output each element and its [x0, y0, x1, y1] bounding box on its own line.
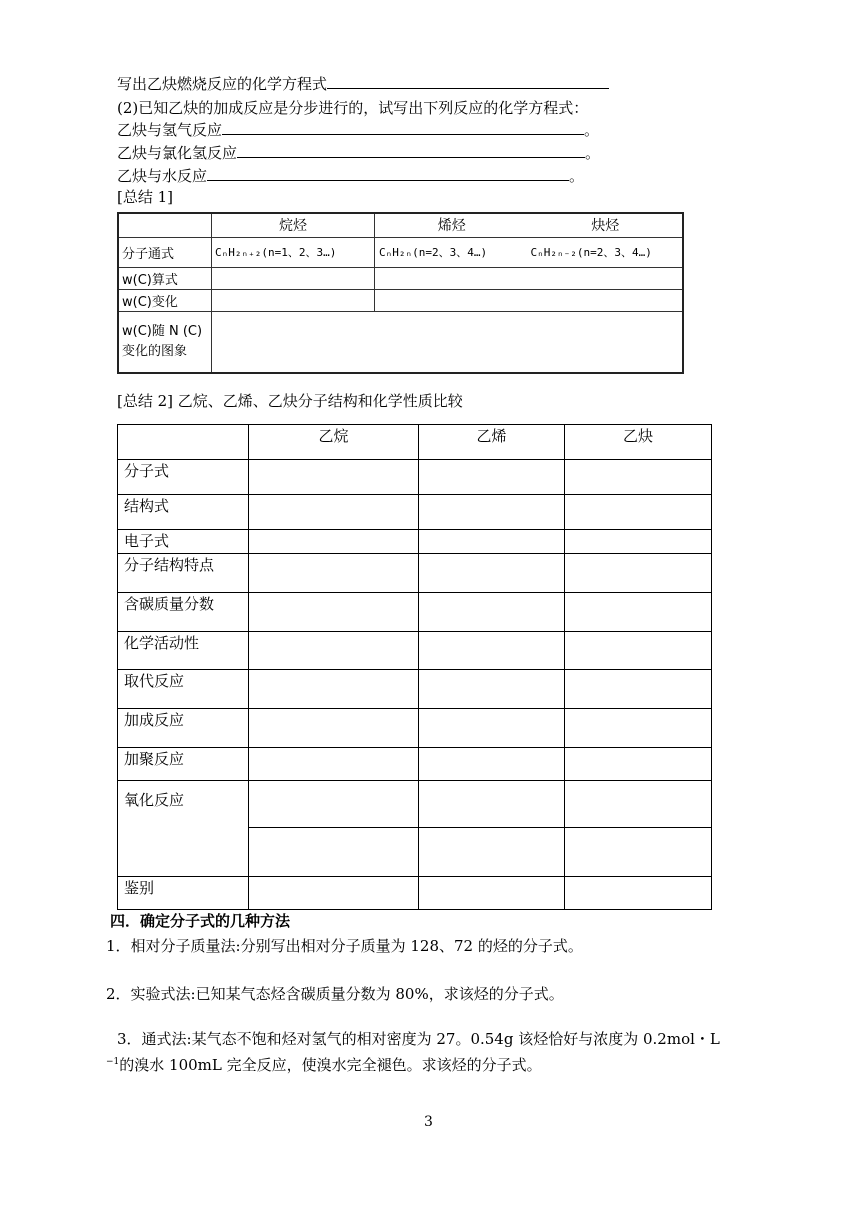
table-cell[interactable] — [565, 593, 712, 632]
row-label: 电子式 — [118, 530, 249, 554]
summary2-title: [总结 2] 乙烷、乙烯、乙炔分子结构和化学性质比较 — [117, 392, 463, 410]
row-label: 分子结构特点 — [118, 554, 249, 593]
formula-alkyne: CₙH₂ₙ₋₂(n=2、3、4…) — [530, 246, 652, 259]
row-label: 分子通式 — [118, 237, 212, 267]
table-cell[interactable] — [212, 289, 375, 311]
table-cell[interactable] — [419, 530, 565, 554]
table-cell[interactable] — [419, 670, 565, 709]
table-cell[interactable] — [565, 670, 712, 709]
row-label: w(C)算式 — [118, 267, 212, 289]
header-alkyne: 炔烃 — [591, 218, 620, 235]
table-cell[interactable] — [249, 828, 419, 877]
table-cell[interactable] — [249, 554, 419, 593]
header-acetylene: 乙炔 — [565, 425, 712, 460]
answer-blank[interactable] — [237, 143, 585, 158]
table-cell[interactable] — [565, 828, 712, 877]
table-cell[interactable] — [249, 593, 419, 632]
table-cell[interactable] — [212, 311, 684, 373]
row-label: w(C)随 N (C)变化的图象 — [118, 311, 212, 373]
table-cell[interactable] — [249, 709, 419, 748]
table-cell[interactable] — [249, 632, 419, 670]
table-cell[interactable] — [375, 289, 684, 311]
row-label: 分子式 — [118, 460, 249, 495]
question-hcl: 乙炔与氯化氢反应 。 — [117, 144, 601, 162]
summary2-table — [117, 424, 712, 910]
table-cell[interactable] — [249, 781, 419, 828]
row-label: 加成反应 — [118, 709, 249, 748]
table-cell[interactable] — [565, 554, 712, 593]
table-cell[interactable] — [419, 781, 565, 828]
method-2: 2．实验式法:已知某气态烃含碳质量分数为 80%，求该烃的分子式。 — [106, 985, 564, 1003]
question-h2: 乙炔与氢气反应 。 — [117, 121, 600, 139]
summary1-title: [总结 1] — [117, 188, 174, 206]
row-label: 鉴别 — [118, 877, 249, 910]
row-label: 取代反应 — [118, 670, 249, 709]
method-1: 1．相对分子质量法:分别写出相对分子质量为 128、72 的烃的分子式。 — [106, 937, 583, 955]
formula-alkane: CₙH₂ₙ₊₂(n=1、2、3…) — [212, 237, 375, 267]
table-cell[interactable] — [419, 748, 565, 781]
table-cell[interactable] — [565, 709, 712, 748]
question-combustion: 写出乙炔燃烧反应的化学方程式 — [117, 74, 609, 94]
table-cell[interactable] — [565, 495, 712, 530]
table-cell[interactable] — [565, 877, 712, 910]
row-label: 结构式 — [118, 495, 249, 530]
summary1-table — [117, 212, 684, 374]
page-number: 3 — [424, 1114, 433, 1130]
table-cell[interactable] — [249, 530, 419, 554]
row-label: 含碳质量分数 — [118, 593, 249, 632]
table-cell[interactable] — [419, 495, 565, 530]
table-cell[interactable] — [565, 748, 712, 781]
row-label: 加聚反应 — [118, 748, 249, 781]
table-cell[interactable] — [249, 670, 419, 709]
row-label: 化学活动性 — [118, 632, 249, 670]
table-cell[interactable] — [565, 632, 712, 670]
method-3: 3．通式法:某气态不饱和烃对氢气的相对密度为 27。0.54g 该烃恰好与浓度为 0.2mol・L — [117, 1030, 720, 1048]
table-cell[interactable] — [419, 632, 565, 670]
table-cell[interactable] — [419, 709, 565, 748]
table-cell[interactable] — [565, 781, 712, 828]
table-cell[interactable] — [249, 748, 419, 781]
table-cell[interactable] — [375, 267, 684, 289]
question-h2o: 乙炔与水反应 。 — [117, 167, 585, 185]
header-alkene: 烯烃 — [437, 218, 466, 235]
method-3-cont: $^{-1}$的溴水 100mL 完全反应，使溴水完全褪色。求该烃的分子式。 — [106, 1056, 542, 1074]
table-cell[interactable] — [249, 460, 419, 495]
table-cell[interactable] — [212, 267, 375, 289]
table-cell[interactable] — [249, 495, 419, 530]
header-ethylene: 乙烯 — [419, 425, 565, 460]
table-cell[interactable] — [565, 460, 712, 495]
header-ethane: 乙烷 — [249, 425, 419, 460]
table-cell[interactable] — [419, 828, 565, 877]
table-cell[interactable] — [419, 877, 565, 910]
row-label: w(C)变化 — [118, 289, 212, 311]
answer-blank[interactable] — [222, 120, 584, 135]
table-cell[interactable] — [419, 593, 565, 632]
table-cell[interactable] — [419, 554, 565, 593]
header-alkane: 烷烃 — [212, 213, 375, 237]
row-label: 氧化反应 — [118, 781, 249, 877]
table-cell[interactable] — [249, 877, 419, 910]
formula-alkene: CₙH₂ₙ(n=2、3、4…) — [379, 246, 488, 259]
table-cell[interactable] — [565, 530, 712, 554]
question-2-intro: (2)已知乙炔的加成反应是分步进行的，试写出下列反应的化学方程式： — [117, 99, 589, 117]
answer-blank[interactable] — [207, 166, 569, 181]
table-cell[interactable] — [419, 460, 565, 495]
section-4-title: 四．确定分子式的几种方法 — [110, 912, 291, 930]
answer-blank[interactable] — [327, 74, 609, 89]
